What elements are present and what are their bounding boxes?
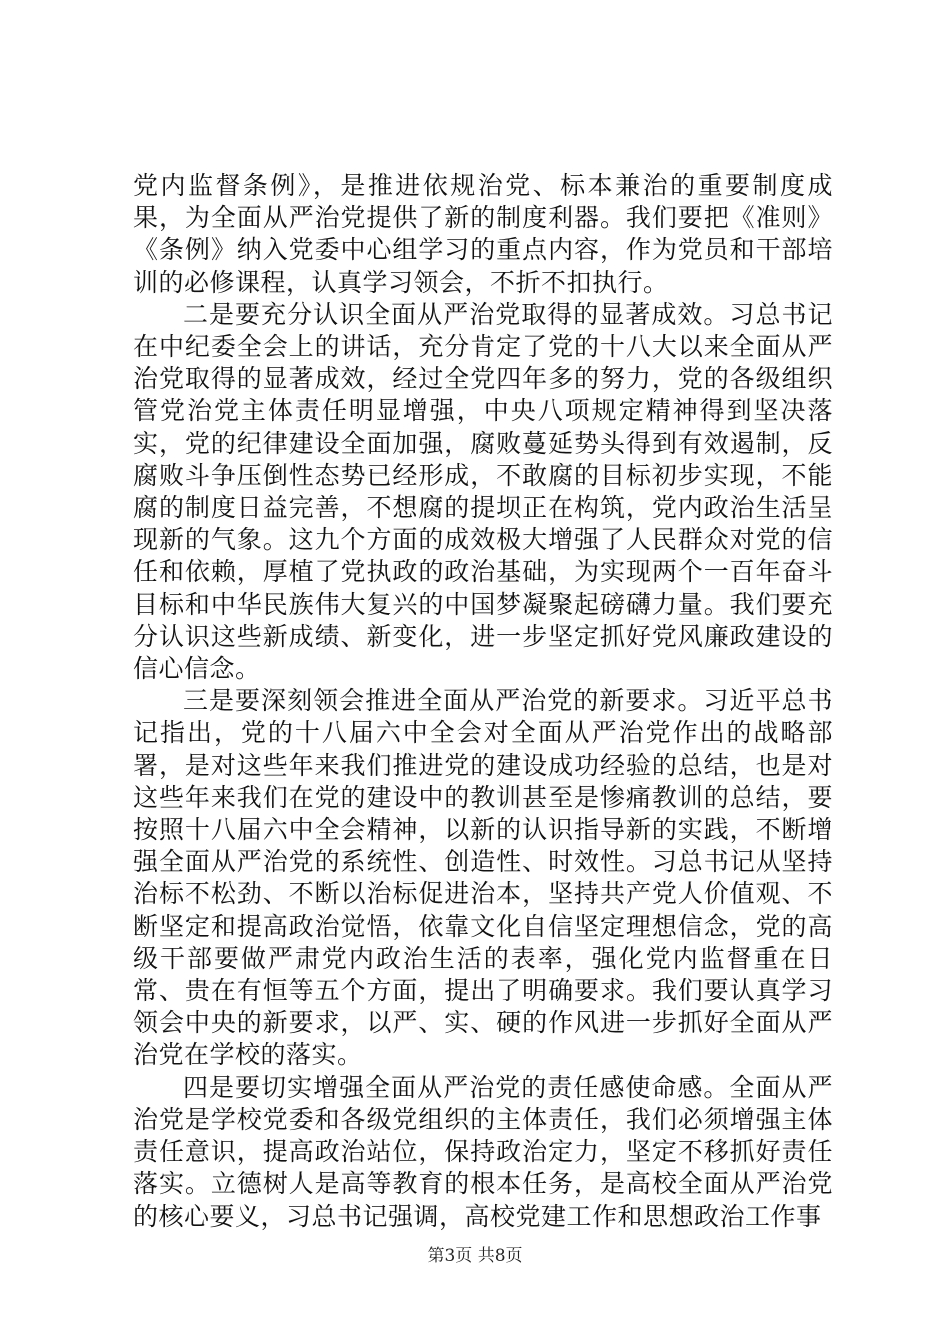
paragraph-point-four: 四是要切实增强全面从严治党的责任感使命感。全面从严治党是学校党委和各级党组织的主体责任，我们必须增强主体责任意识，提高政治站位，保持政治定力，坚定不移抓好责任落实。立德树人是高等教育的根本任务，是高校全面从严治党的核心要义，习总书记强调，高校党建工作和思想政治工作事 (133, 1072, 833, 1231)
paragraph-point-three: 三是要深刻领会推进全面从严治党的新要求。习近平总书记指出，党的十八届六中全会对全面从严治党作出的战略部署，是对这些年来我们推进党的建设成功经验的总结，也是对这些年来我们在党的建设中的教训甚至是惨痛教训的总结，要按照十八届六中全会精神，以新的认识指导新的实践，不断增强全面从严治党的系统性、创造性、时效性。习总书记从坚持治标不松劲、不断以治标促进治本，坚持共产党人价值观、不断坚定和提高政治觉悟，依靠文化自信坚定理想信念，党的高级干部要做严肃党内政治生活的表率，强化党内监督重在日常、贵在有恒等五个方面，提出了明确要求。我们要认真学习领会中央的新要求，以严、实、硬的作风进一步抓好全面从严治党在学校的落实。 (133, 686, 833, 1070)
document-body (133, 170, 833, 1233)
paragraph-point-two: 二是要充分认识全面从严治党取得的显著成效。习总书记在中纪委全会上的讲话，充分肯定了党的十八大以来全面从严治党取得的显著成效，经过全党四年多的努力，党的各级组织管党治党主体责任明显增强，中央八项规定精神得到坚决落实，党的纪律建设全面加强，腐败蔓延势头得到有效遏制，反腐败斗争压倒性态势已经形成，不敢腐的目标初步实现，不能腐的制度日益完善，不想腐的提坝正在构筑，党内政治生活呈现新的气象。这九个方面的成效极大增强了人民群众对党的信任和依赖，厚植了党执政的政治基础，为实现两个一百年奋斗目标和中华民族伟大复兴的中国梦凝聚起磅礴力量。我们要充分认识这些新成绩、新变化，进一步坚定抓好党风廉政建设的信心信念。 (133, 299, 833, 684)
paragraph-continuation: 党内监督条例》，是推进依规治党、标本兼治的重要制度成果，为全面从严治党提供了新的制度利器。我们要把《准则》《条例》纳入党委中心组学习的重点内容，作为党员和干部培训的必修课程，认真学习领会，不折不扣执行。 (133, 171, 833, 297)
page-number-footer: 第3页 共8页 (427, 1246, 523, 1266)
